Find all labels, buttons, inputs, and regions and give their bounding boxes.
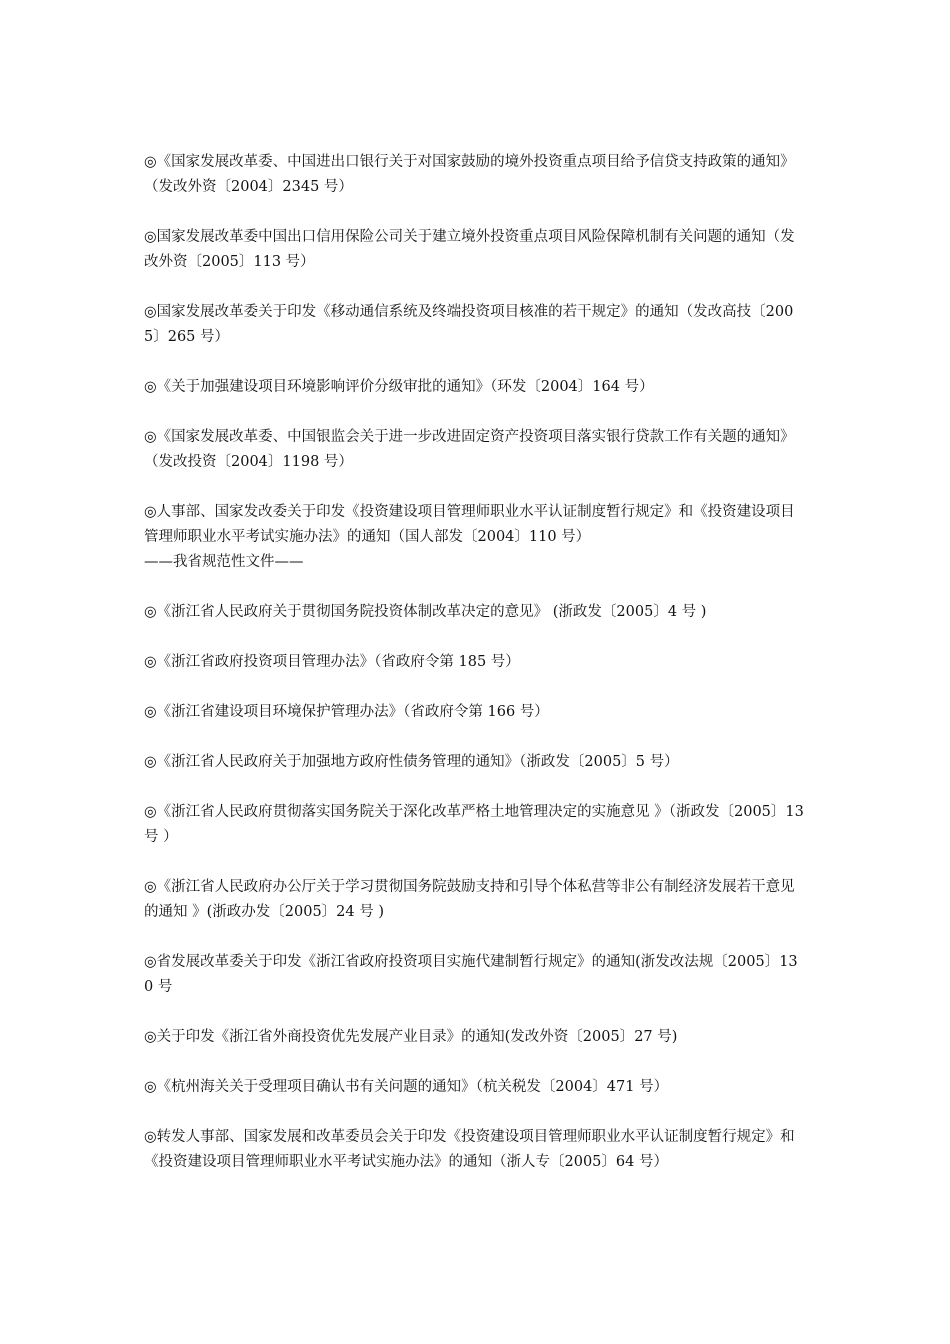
list-item: ◎人事部、国家发改委关于印发《投资建设项目管理师职业水平认证制度暂行规定》和《投资建设项目管理师职业水平考试实施办法》的通知（国人部发〔2004〕110 号） — [144, 504, 795, 545]
list-item: ◎《浙江省人民政府办公厅关于学习贯彻国务院鼓励支持和引导个体私营等非公有制经济发展若干意见的通知 》(浙政办发〔2005〕24 号 ) — [144, 879, 795, 920]
list-item: ◎《浙江省政府投资项目管理办法》（省政府令第 185 号） — [144, 654, 520, 670]
list-item: ◎转发人事部、国家发展和改革委员会关于印发《投资建设项目管理师职业水平认证制度暂行规定》和《投资建设项目管理师职业水平考试实施办法》的通知（浙人专〔2005〕64 号） — [144, 1129, 795, 1170]
section-heading: ——我省规范性文件—— — [144, 554, 304, 570]
list-item: ◎《浙江省人民政府关于加强地方政府性债务管理的通知》（浙政发〔2005〕5 号） — [144, 754, 679, 770]
list-item: ◎《国家发展改革委、中国进出口银行关于对国家鼓励的境外投资重点项目给予信贷支持政策的通知》（发改外资〔2004〕2345 号） — [144, 154, 795, 195]
list-item: ◎《浙江省人民政府贯彻落实国务院关于深化改革严格土地管理决定的实施意见 》（浙政发〔2005〕13 号 ） — [144, 804, 809, 845]
list-item: ◎《浙江省建设项目环境保护管理办法》（省政府令第 166 号） — [144, 704, 549, 720]
list-item: ◎《杭州海关关于受理项目确认书有关问题的通知》（杭关税发〔2004〕471 号） — [144, 1079, 669, 1095]
list-item: ◎《浙江省人民政府关于贯彻国务院投资体制改革决定的意见》 (浙政发〔2005〕4 号 ) — [144, 604, 707, 620]
list-item: ◎国家发展改革委中国出口信用保险公司关于建立境外投资重点项目风险保障机制有关问题的通知（发改外资〔2005〕113 号） — [144, 229, 795, 270]
list-item: ◎国家发展改革委关于印发《移动通信系统及终端投资项目核准的若干规定》的通知（发改高技〔2005〕265 号） — [144, 304, 794, 345]
document-body — [144, 150, 809, 1200]
list-item: ◎关于印发《浙江省外商投资优先发展产业目录》的通知(发改外资〔2005〕27 号) — [144, 1029, 678, 1045]
list-item: ◎《国家发展改革委、中国银监会关于进一步改进固定资产投资项目落实银行贷款工作有关题的通知》（发改投资〔2004〕1198 号） — [144, 429, 795, 470]
list-item: ◎《关于加强建设项目环境影响评价分级审批的通知》（环发〔2004〕164 号） — [144, 379, 654, 395]
list-item: ◎省发展改革委关于印发《浙江省政府投资项目实施代建制暂行规定》的通知(浙发改法规〔2005〕130 号 — [144, 954, 798, 995]
